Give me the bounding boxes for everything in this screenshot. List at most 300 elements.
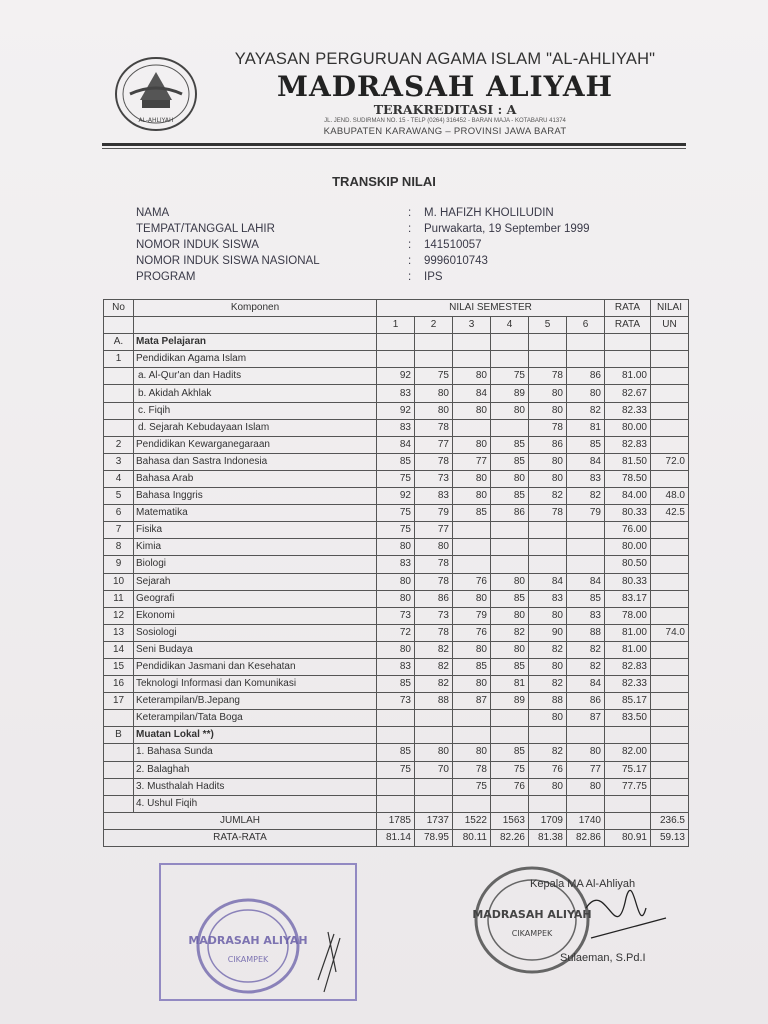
semester-score: 82 <box>529 488 567 505</box>
semester-score <box>415 778 453 795</box>
un-score <box>651 539 689 556</box>
table-row <box>104 795 689 812</box>
semester-score: 80 <box>453 744 491 761</box>
un-score: 48.0 <box>651 488 689 505</box>
semester-score: 77 <box>567 761 605 778</box>
average-score: 82.83 <box>605 436 651 453</box>
semester-score: 79 <box>415 505 453 522</box>
jumlah-un-value: 236.5 <box>651 812 689 829</box>
semester-score: 80 <box>453 402 491 419</box>
semester-score <box>567 351 605 368</box>
row-number <box>104 368 134 385</box>
semester-score: 80 <box>529 470 567 487</box>
semester-score <box>377 351 415 368</box>
semester-score: 73 <box>415 470 453 487</box>
un-score <box>651 522 689 539</box>
row-number: 10 <box>104 573 134 590</box>
semester-score: 80 <box>529 658 567 675</box>
un-score <box>651 419 689 436</box>
average-score: 82.33 <box>605 676 651 693</box>
semester-score: 80 <box>453 641 491 658</box>
signatory-name: Sulaeman, S.Pd.I <box>560 952 646 964</box>
school-address: JL. JEND. SUDIRMAN NO. 15 - TELP (0264) 316452 - BARAN MAJA - KOTABARU 41374 <box>324 118 566 124</box>
average-score: 82.83 <box>605 658 651 675</box>
un-score <box>651 744 689 761</box>
table-row <box>104 368 689 385</box>
semester-score <box>377 727 415 744</box>
semester-score <box>453 539 491 556</box>
semester-score: 85 <box>567 590 605 607</box>
semester-score: 73 <box>415 607 453 624</box>
row-number <box>104 744 134 761</box>
semester-score <box>453 710 491 727</box>
jumlah-semester-value: 1709 <box>529 812 567 829</box>
semester-score <box>415 351 453 368</box>
table-row <box>104 676 689 693</box>
row-number <box>104 795 134 812</box>
subject-name: d. Sejarah Kebudayaan Islam <box>134 419 377 436</box>
jumlah-semester-value: 1785 <box>377 812 415 829</box>
row-number: 2 <box>104 436 134 453</box>
semester-score: 85 <box>453 505 491 522</box>
table-row <box>104 436 689 453</box>
semester-score: 80 <box>415 539 453 556</box>
semester-score: 78 <box>529 419 567 436</box>
semester-score: 75 <box>453 778 491 795</box>
semester-score: 85 <box>377 453 415 470</box>
semester-score: 87 <box>567 710 605 727</box>
semester-score: 72 <box>377 624 415 641</box>
average-score <box>605 351 651 368</box>
semester-score: 85 <box>377 744 415 761</box>
average-score: 78.00 <box>605 607 651 624</box>
semester-score: 80 <box>529 385 567 402</box>
row-number <box>104 710 134 727</box>
student-info-value: M. HAFIZH KHOLILUDIN <box>424 207 554 219</box>
header-rata-1: RATA <box>605 300 651 317</box>
signatory-position: Kepala MA Al-Ahliyah <box>530 878 636 890</box>
semester-score: 80 <box>567 744 605 761</box>
un-score <box>651 385 689 402</box>
un-score <box>651 573 689 590</box>
semester-score: 83 <box>567 607 605 624</box>
semester-score: 86 <box>529 436 567 453</box>
semester-score: 80 <box>491 402 529 419</box>
row-number: 16 <box>104 676 134 693</box>
subject-name: Keterampilan/B.Jepang <box>134 693 377 710</box>
semester-score: 83 <box>377 385 415 402</box>
average-score: 83.50 <box>605 710 651 727</box>
subject-name: Bahasa Arab <box>134 470 377 487</box>
student-info-value: IPS <box>424 271 443 283</box>
semester-score <box>377 710 415 727</box>
semester-score <box>377 334 415 351</box>
subject-name: Teknologi Informasi dan Komunikasi <box>134 676 377 693</box>
subject-name: c. Fiqih <box>134 402 377 419</box>
semester-score: 85 <box>491 744 529 761</box>
table-row <box>104 556 689 573</box>
semester-score <box>567 795 605 812</box>
un-score <box>651 556 689 573</box>
student-info-value: 9996010743 <box>424 255 488 267</box>
table-row <box>104 710 689 727</box>
semester-score <box>529 727 567 744</box>
semester-score: 89 <box>491 693 529 710</box>
subject-name: Keterampilan/Tata Boga <box>134 710 377 727</box>
header-spacer <box>104 317 134 334</box>
semester-score <box>491 539 529 556</box>
semester-score: 82 <box>567 658 605 675</box>
semester-score: 83 <box>377 556 415 573</box>
header-un-2: UN <box>651 317 689 334</box>
semester-score <box>377 795 415 812</box>
semester-score: 80 <box>453 470 491 487</box>
semester-score <box>453 556 491 573</box>
foundation-name: YAYASAN PERGURUAN AGAMA ISLAM "AL-AHLIYAH" <box>234 50 656 68</box>
semester-score: 85 <box>491 590 529 607</box>
row-number: A. <box>104 334 134 351</box>
un-score <box>651 590 689 607</box>
semester-score: 84 <box>377 436 415 453</box>
row-number: 17 <box>104 693 134 710</box>
average-score: 81.00 <box>605 641 651 658</box>
semester-score <box>453 727 491 744</box>
table-row <box>104 334 689 351</box>
semester-score <box>491 795 529 812</box>
semester-score: 88 <box>415 693 453 710</box>
average-score: 82.33 <box>605 402 651 419</box>
semester-score: 86 <box>415 590 453 607</box>
table-row <box>104 573 689 590</box>
colon: : <box>408 271 412 283</box>
semester-score: 75 <box>377 761 415 778</box>
semester-score: 85 <box>491 453 529 470</box>
semester-score: 83 <box>529 590 567 607</box>
semester-score: 84 <box>567 676 605 693</box>
average-score: 83.17 <box>605 590 651 607</box>
row-number <box>104 419 134 436</box>
semester-score: 75 <box>415 368 453 385</box>
semester-score: 73 <box>377 693 415 710</box>
header-nilai-semester: NILAI SEMESTER <box>377 300 605 317</box>
subject-name: 1. Bahasa Sunda <box>134 744 377 761</box>
semester-score: 80 <box>377 590 415 607</box>
un-score <box>651 334 689 351</box>
student-info-value: Purwakarta, 19 September 1999 <box>424 223 590 235</box>
table-row <box>104 641 689 658</box>
semester-score: 86 <box>567 368 605 385</box>
subject-name: Bahasa dan Sastra Indonesia <box>134 453 377 470</box>
semester-score: 83 <box>567 470 605 487</box>
semester-score: 75 <box>377 470 415 487</box>
semester-score: 80 <box>377 641 415 658</box>
semester-score <box>453 334 491 351</box>
un-score <box>651 795 689 812</box>
semester-score: 80 <box>567 778 605 795</box>
table-row <box>104 658 689 675</box>
un-score: 72.0 <box>651 453 689 470</box>
average-score: 75.17 <box>605 761 651 778</box>
semester-score: 82 <box>491 624 529 641</box>
subject-name: a. Al-Qur'an dan Hadits <box>134 368 377 385</box>
jumlah-average-value <box>605 812 651 829</box>
rata-average-value: 80.91 <box>605 829 651 846</box>
semester-score: 82 <box>567 402 605 419</box>
average-row <box>104 829 689 846</box>
header-un-1: NILAI <box>651 300 689 317</box>
un-score <box>651 641 689 658</box>
colon: : <box>408 207 412 219</box>
semester-score: 82 <box>567 641 605 658</box>
row-number: 13 <box>104 624 134 641</box>
semester-score: 76 <box>529 761 567 778</box>
semester-score: 84 <box>453 385 491 402</box>
semester-score: 88 <box>529 693 567 710</box>
row-number: 15 <box>104 658 134 675</box>
school-name: MADRASAH ALIYAH <box>276 70 614 103</box>
semester-score: 83 <box>377 658 415 675</box>
row-number: 3 <box>104 453 134 470</box>
left-stamp-text: MADRASAH ALIYAH <box>188 934 308 947</box>
average-score: 80.33 <box>605 505 651 522</box>
semester-score: 80 <box>453 676 491 693</box>
semester-score: 76 <box>453 624 491 641</box>
semester-score: 84 <box>567 573 605 590</box>
semester-score <box>491 351 529 368</box>
semester-score: 80 <box>491 607 529 624</box>
rata-label: RATA-RATA <box>104 829 377 846</box>
un-score <box>651 693 689 710</box>
semester-score: 85 <box>377 676 415 693</box>
rata-semester-value: 82.26 <box>491 829 529 846</box>
average-score: 80.00 <box>605 419 651 436</box>
semester-score: 83 <box>415 488 453 505</box>
semester-score <box>491 522 529 539</box>
semester-score <box>491 419 529 436</box>
semester-score: 82 <box>529 676 567 693</box>
semester-score: 80 <box>377 539 415 556</box>
un-score <box>651 761 689 778</box>
table-row <box>104 488 689 505</box>
row-number: 4 <box>104 470 134 487</box>
student-info-label: TEMPAT/TANGGAL LAHIR <box>136 223 275 235</box>
semester-score <box>529 522 567 539</box>
subject-name: 2. Balaghah <box>134 761 377 778</box>
header-semester-5: 5 <box>529 317 567 334</box>
header-semester-2: 2 <box>415 317 453 334</box>
average-score: 82.67 <box>605 385 651 402</box>
semester-score <box>567 522 605 539</box>
header-rata-2: RATA <box>605 317 651 334</box>
rata-un-value: 59.13 <box>651 829 689 846</box>
semester-score: 80 <box>415 385 453 402</box>
semester-score: 80 <box>491 470 529 487</box>
average-score: 85.17 <box>605 693 651 710</box>
semester-score: 78 <box>529 368 567 385</box>
un-score <box>651 470 689 487</box>
subject-name: Matematika <box>134 505 377 522</box>
table-row <box>104 624 689 641</box>
row-number: 1 <box>104 351 134 368</box>
semester-score: 76 <box>491 778 529 795</box>
subject-name: 4. Ushul Fiqih <box>134 795 377 812</box>
semester-score <box>567 334 605 351</box>
row-number: 7 <box>104 522 134 539</box>
semester-score: 83 <box>377 419 415 436</box>
semester-score: 78 <box>415 419 453 436</box>
semester-score <box>529 351 567 368</box>
semester-score: 73 <box>377 607 415 624</box>
semester-score <box>567 539 605 556</box>
semester-score: 82 <box>415 658 453 675</box>
average-score: 81.50 <box>605 453 651 470</box>
semester-score: 86 <box>567 693 605 710</box>
left-stamp-subtext: CIKAMPEK <box>227 955 269 964</box>
semester-score: 80 <box>491 573 529 590</box>
semester-score <box>415 334 453 351</box>
subject-name: Pendidikan Kewarganegaraan <box>134 436 377 453</box>
un-score <box>651 727 689 744</box>
semester-score <box>491 334 529 351</box>
right-stamp-subtext: CIKAMPEK <box>511 929 553 938</box>
table-row <box>104 607 689 624</box>
subject-name: Mata Pelajaran <box>134 334 377 351</box>
row-number <box>104 402 134 419</box>
semester-score: 80 <box>529 607 567 624</box>
average-score: 78.50 <box>605 470 651 487</box>
accreditation: TERAKREDITASI : A <box>373 102 517 117</box>
semester-score: 86 <box>491 505 529 522</box>
table-row <box>104 470 689 487</box>
subject-name: Seni Budaya <box>134 641 377 658</box>
average-score: 80.00 <box>605 539 651 556</box>
table-row <box>104 505 689 522</box>
row-number: 6 <box>104 505 134 522</box>
header-divider-thin <box>102 148 686 149</box>
total-row <box>104 812 689 829</box>
un-score <box>651 436 689 453</box>
un-score <box>651 710 689 727</box>
header-komponen: Komponen <box>134 300 377 317</box>
student-info <box>136 205 590 285</box>
average-score <box>605 727 651 744</box>
row-number <box>104 778 134 795</box>
semester-score: 84 <box>529 573 567 590</box>
header-semester-1: 1 <box>377 317 415 334</box>
semester-score <box>415 727 453 744</box>
semester-score <box>453 419 491 436</box>
subject-name: Ekonomi <box>134 607 377 624</box>
semester-score: 78 <box>415 624 453 641</box>
jumlah-semester-value: 1522 <box>453 812 491 829</box>
un-score <box>651 658 689 675</box>
rata-semester-value: 82.86 <box>567 829 605 846</box>
semester-score <box>453 795 491 812</box>
header-spacer <box>134 317 377 334</box>
semester-score: 85 <box>567 436 605 453</box>
semester-score: 80 <box>453 436 491 453</box>
semester-score <box>529 556 567 573</box>
semester-score <box>529 334 567 351</box>
student-info-row <box>136 253 590 269</box>
right-stamp-text: MADRASAH ALIYAH <box>472 908 592 921</box>
row-number: 14 <box>104 641 134 658</box>
school-logo <box>112 54 200 134</box>
header-semester-3: 3 <box>453 317 491 334</box>
semester-score: 80 <box>529 778 567 795</box>
semester-score <box>415 710 453 727</box>
subject-name: b. Akidah Akhlak <box>134 385 377 402</box>
un-score <box>651 778 689 795</box>
row-number <box>104 385 134 402</box>
row-number <box>104 761 134 778</box>
school-region: KABUPATEN KARAWANG – PROVINSI JAWA BARAT <box>323 126 567 137</box>
semester-score: 79 <box>453 607 491 624</box>
row-number: 8 <box>104 539 134 556</box>
semester-score: 75 <box>491 368 529 385</box>
subject-name: Geografi <box>134 590 377 607</box>
student-info-value: 141510057 <box>424 239 482 251</box>
average-score: 81.00 <box>605 368 651 385</box>
semester-score <box>567 727 605 744</box>
semester-score: 84 <box>567 453 605 470</box>
header-divider <box>102 143 686 146</box>
table-row <box>104 351 689 368</box>
table-row <box>104 539 689 556</box>
table-row <box>104 727 689 744</box>
semester-score <box>453 351 491 368</box>
un-score <box>651 676 689 693</box>
table-row <box>104 402 689 419</box>
rata-semester-value: 78.95 <box>415 829 453 846</box>
semester-score: 87 <box>453 693 491 710</box>
semester-score: 80 <box>529 453 567 470</box>
semester-score: 78 <box>415 573 453 590</box>
table-row <box>104 453 689 470</box>
average-score: 80.33 <box>605 573 651 590</box>
semester-score <box>491 556 529 573</box>
semester-score: 85 <box>491 488 529 505</box>
semester-score: 82 <box>415 641 453 658</box>
table-row <box>104 522 689 539</box>
semester-score: 80 <box>377 573 415 590</box>
semester-score: 85 <box>491 436 529 453</box>
subject-name: Pendidikan Jasmani dan Kesehatan <box>134 658 377 675</box>
student-info-row <box>136 205 590 221</box>
semester-score: 92 <box>377 488 415 505</box>
semester-score: 80 <box>453 368 491 385</box>
semester-score <box>453 522 491 539</box>
table-row <box>104 693 689 710</box>
semester-score: 76 <box>453 573 491 590</box>
jumlah-semester-value: 1563 <box>491 812 529 829</box>
subject-name: Fisika <box>134 522 377 539</box>
semester-score: 82 <box>529 744 567 761</box>
semester-score: 77 <box>415 522 453 539</box>
semester-score: 82 <box>567 488 605 505</box>
rata-semester-value: 81.14 <box>377 829 415 846</box>
average-score <box>605 334 651 351</box>
semester-score: 80 <box>529 710 567 727</box>
semester-score <box>529 539 567 556</box>
un-score <box>651 368 689 385</box>
semester-score: 77 <box>453 453 491 470</box>
document-title: TRANSKIP NILAI <box>332 174 436 189</box>
semester-score: 92 <box>377 368 415 385</box>
un-score <box>651 402 689 419</box>
row-number: 9 <box>104 556 134 573</box>
table-row <box>104 419 689 436</box>
